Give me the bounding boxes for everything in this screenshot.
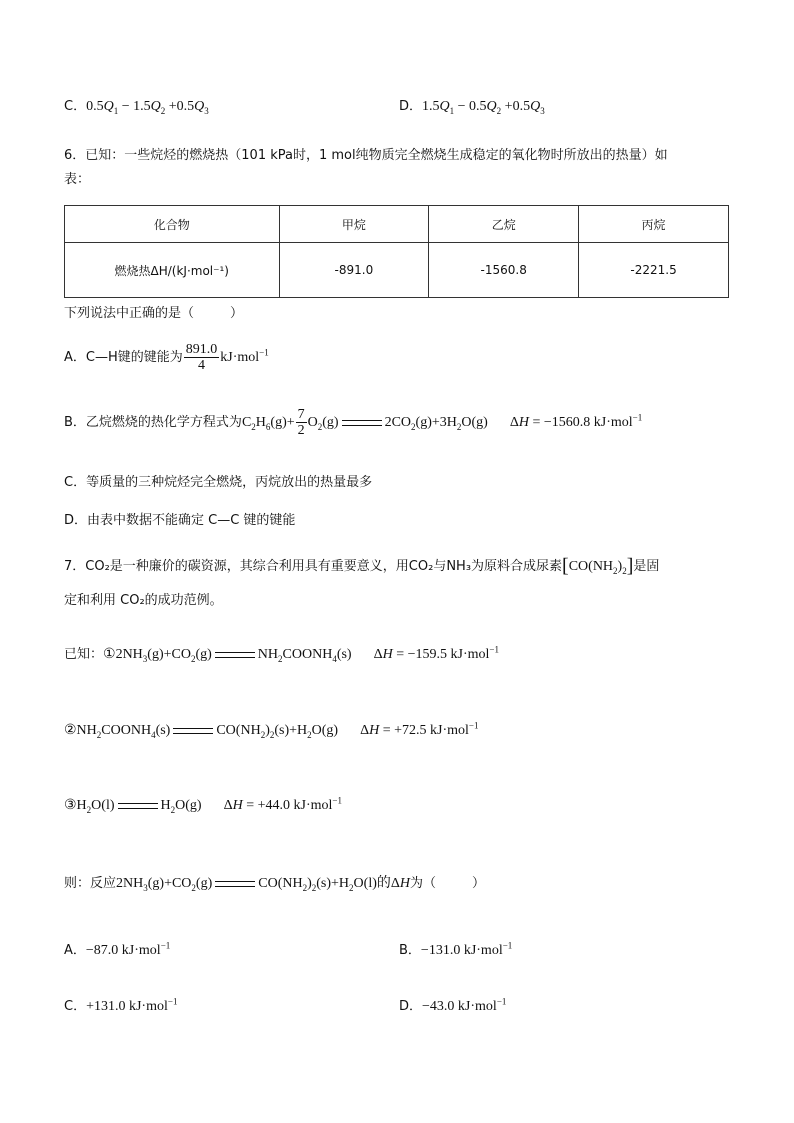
q7-stem-text: 7．CO₂是一种廉价的碳资源，其综合利用具有重要意义，用CO₂与NH₃为原料合成尿素 (64, 559, 563, 574)
q6-question-text: 下列说法中正确的是（ (64, 306, 195, 321)
row-label-heat-of-combustion: 燃烧热ΔH/(kJ·mol⁻¹) (65, 243, 280, 298)
q7-option-b-value: −131.0 kJ·mol$^{-1}$ (420, 940, 513, 958)
q7-option-a-label: A． (64, 943, 86, 958)
q5-option-c (64, 99, 209, 115)
q7-option-a (64, 940, 171, 959)
q7-option-d-label: D． (399, 999, 423, 1014)
q6-option-b-equation: $C_2H_6(g)+$ $\frac{7}{2}$ $O_2(g)$ $2CO_2(g)+3H_2O(g) \Delta H = -1560.8$ kJ·mol$^{-1}$ (241, 407, 643, 439)
q6-option-a-text: C—H键的键能为 (85, 350, 183, 365)
q6-question-end: ） (230, 306, 244, 321)
q7-stem-line1 (64, 555, 660, 577)
header-ethane: 乙烷 (429, 206, 579, 243)
q6-option-a-formula: $\frac{891.0}{4}$ kJ·mol$^{-1}$ (185, 342, 269, 374)
q7-option-b (399, 940, 513, 959)
equation-1-formula: $①2NH_3(g)+CO_2(g)$ $NH_2COONH_4(s) \Delta H = -159.5$ kJ·mol$^{-1}$ (103, 644, 499, 664)
value-methane: -891.0 (279, 243, 429, 298)
q7-option-c-value: +131.0 kJ·mol$^{-1}$ (86, 996, 178, 1014)
q7-question-text-2: 为（ (410, 876, 437, 891)
q6-option-d: D．由表中数据不能确定 C—C 键的键能 (64, 513, 296, 528)
q7-question-end: ） (472, 876, 486, 891)
q6-option-b (64, 406, 642, 440)
q5-option-d (399, 99, 545, 115)
q7-equation-3 (64, 795, 342, 815)
q6-question (64, 306, 243, 322)
q5-option-d-label: D． (399, 99, 423, 114)
table-row (65, 243, 729, 298)
q6-stem-line2: 表： (64, 172, 91, 187)
table-header-row (65, 206, 729, 243)
value-propane: -2221.5 (579, 243, 729, 298)
q5-option-c-label: C． (64, 99, 87, 114)
q7-option-d (399, 996, 507, 1015)
q6-option-b-label: B． (64, 415, 86, 430)
q7-question-text: 则：反应 (64, 876, 117, 891)
q5-option-d-formula: $1.5Q_1 - 0.5Q_2 +0.5Q_3$ (422, 99, 545, 116)
q7-option-c (64, 996, 178, 1015)
q7-stem-line2: 定和利用 CO₂的成功范例。 (64, 593, 223, 608)
equation-2-formula: $②NH_2COONH_4(s)$ $CO(NH_2)_2(s)+H_2O(g) \Delta H = +72.5$ kJ·mol$^{-1}$ (64, 720, 479, 740)
q6-option-a-label: A． (64, 350, 86, 365)
q7-option-c-label: C． (64, 999, 87, 1014)
header-propane: 丙烷 (579, 206, 729, 243)
equation-3-formula: $③H_2O(l)$ $H_2O(g) \Delta H = +44.0$ kJ·mol$^{-1}$ (64, 795, 342, 815)
q7-option-d-value: −43.0 kJ·mol$^{-1}$ (422, 996, 507, 1014)
q6-stem-line1: 6．已知：一些烷烃的燃烧热（101 kPa时，1 mol纯物质完全燃烧生成稳定的氧化物时所放出的热量）如 (64, 148, 668, 163)
q6-option-c: C．等质量的三种烷烃完全燃烧，丙烷放出的热量最多 (64, 475, 373, 490)
q7-urea-formula: $[CO(NH_2)_2]$ (562, 555, 634, 577)
q7-stem-text-end: 是固 (633, 559, 660, 574)
q5-option-c-formula: $0.5Q_1 - 1.5Q_2 +0.5Q_3$ (86, 99, 209, 116)
q7-equation-2 (64, 720, 479, 740)
q7-option-a-value: −87.0 kJ·mol$^{-1}$ (85, 940, 171, 958)
q7-option-b-label: B． (399, 943, 421, 958)
q6-option-a (64, 341, 269, 375)
q7-given-label: 已知： (64, 647, 104, 662)
header-methane: 甲烷 (279, 206, 429, 243)
q7-target-reaction: $2NH_3(g)+CO_2(g)$ $CO(NH_2)_2(s)+H_2O(l)$的ΔH (116, 876, 410, 893)
header-compound: 化合物 (65, 206, 280, 243)
q6-combustion-table (64, 205, 729, 298)
q6-option-b-text: 乙烷燃烧的热化学方程式为 (85, 415, 242, 430)
q7-question (64, 876, 485, 892)
q7-equation-1 (64, 644, 499, 664)
value-ethane: -1560.8 (429, 243, 579, 298)
